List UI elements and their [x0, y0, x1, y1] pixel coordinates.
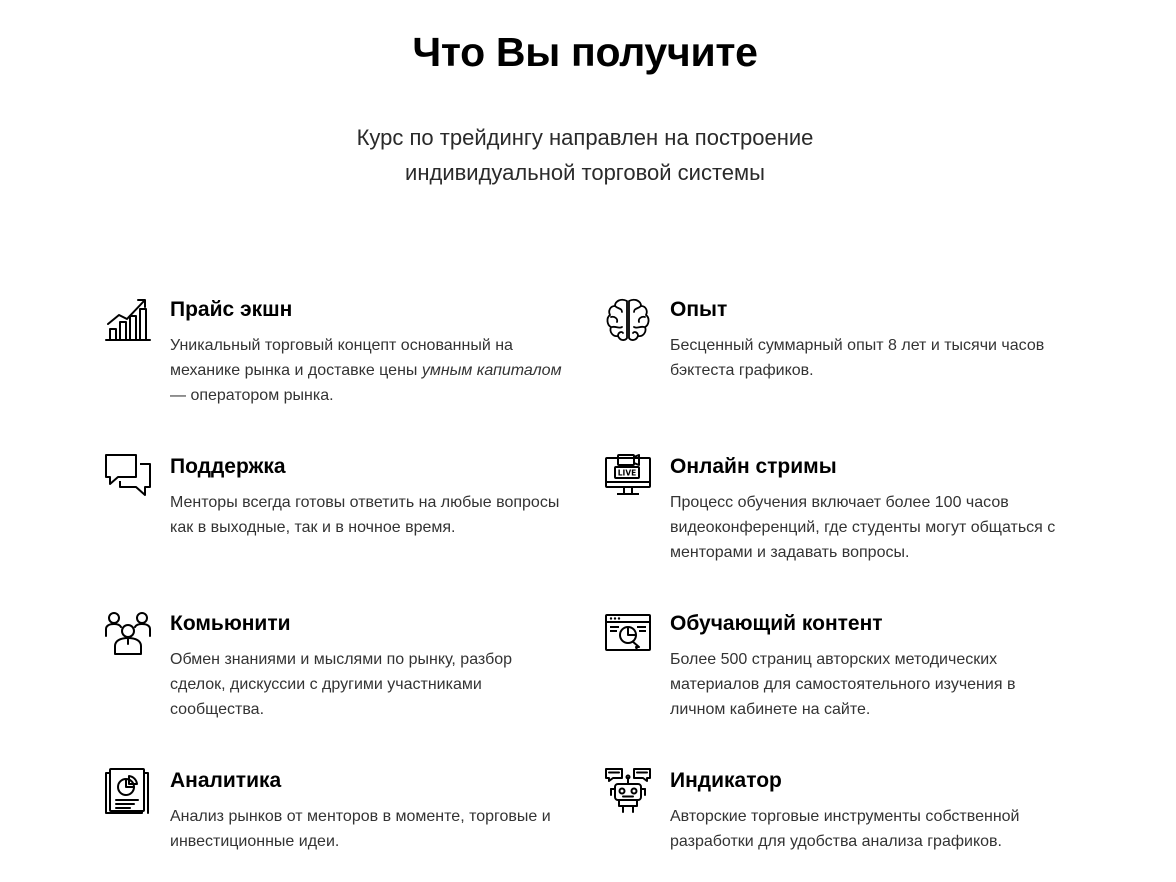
feature-title: Опыт — [670, 298, 728, 321]
feature-description: Авторские торговые инструменты собственной разработки для удобства анализа графиков. — [670, 808, 1020, 850]
feature-title: Прайс экшн — [170, 298, 293, 321]
growth-chart-icon — [105, 297, 151, 343]
subtitle-line-2: индивидуальной торговой системы — [405, 160, 765, 185]
subtitle-line-1: Курс по трейдингу направлен на построение — [356, 125, 814, 150]
page-title: Что Вы получите — [412, 29, 758, 75]
feature-description: Менторы всегда готовы ответить на любые вопросы как в выходные, так и в ночное время. — [170, 494, 560, 536]
page-subtitle — [0, 120, 1170, 190]
live-label: LIVE — [617, 468, 637, 478]
feature-title: Индикатор — [670, 769, 782, 792]
feature-description: Обмен знаниями и мыслями по рынку, разбор сделок, дискуссии с другими участниками сообщества. — [170, 651, 513, 718]
feature-description: Более 500 страниц авторских методических материалов для самостоятельного изучения в личном кабинете на сайте. — [670, 651, 1016, 718]
feature-title: Поддержка — [170, 455, 286, 478]
feature-title: Обучающий контент — [670, 612, 883, 635]
description-text: — оператором рынка. — [170, 387, 334, 404]
feature-description: Анализ рынков от менторов в моменте, торговые и инвестиционные идеи. — [170, 808, 551, 850]
browser-content-icon — [605, 611, 651, 657]
feature-title: Онлайн стримы — [670, 455, 837, 478]
robot-icon — [605, 768, 651, 814]
brain-icon — [605, 297, 651, 343]
chat-bubbles-icon — [105, 454, 151, 500]
feature-description: Процесс обучения включает более 100 часов видеоконференций, где студенты могут общаться с менторами и задавать вопросы. — [670, 494, 1056, 561]
feature-title: Комьюнити — [170, 612, 291, 635]
feature-title: Аналитика — [170, 769, 282, 792]
description-italic-text: умным капиталом — [421, 362, 562, 379]
feature-description: Бесценный суммарный опыт 8 лет и тысячи часов бэктеста графиков. — [670, 337, 1045, 379]
description-text: Уникальный торговый концепт основанный на механике рынка и доставке цены — [170, 337, 513, 379]
live-stream-icon — [605, 454, 651, 500]
feature-description — [170, 333, 570, 408]
analytics-report-icon — [105, 768, 151, 814]
community-icon — [105, 611, 151, 657]
